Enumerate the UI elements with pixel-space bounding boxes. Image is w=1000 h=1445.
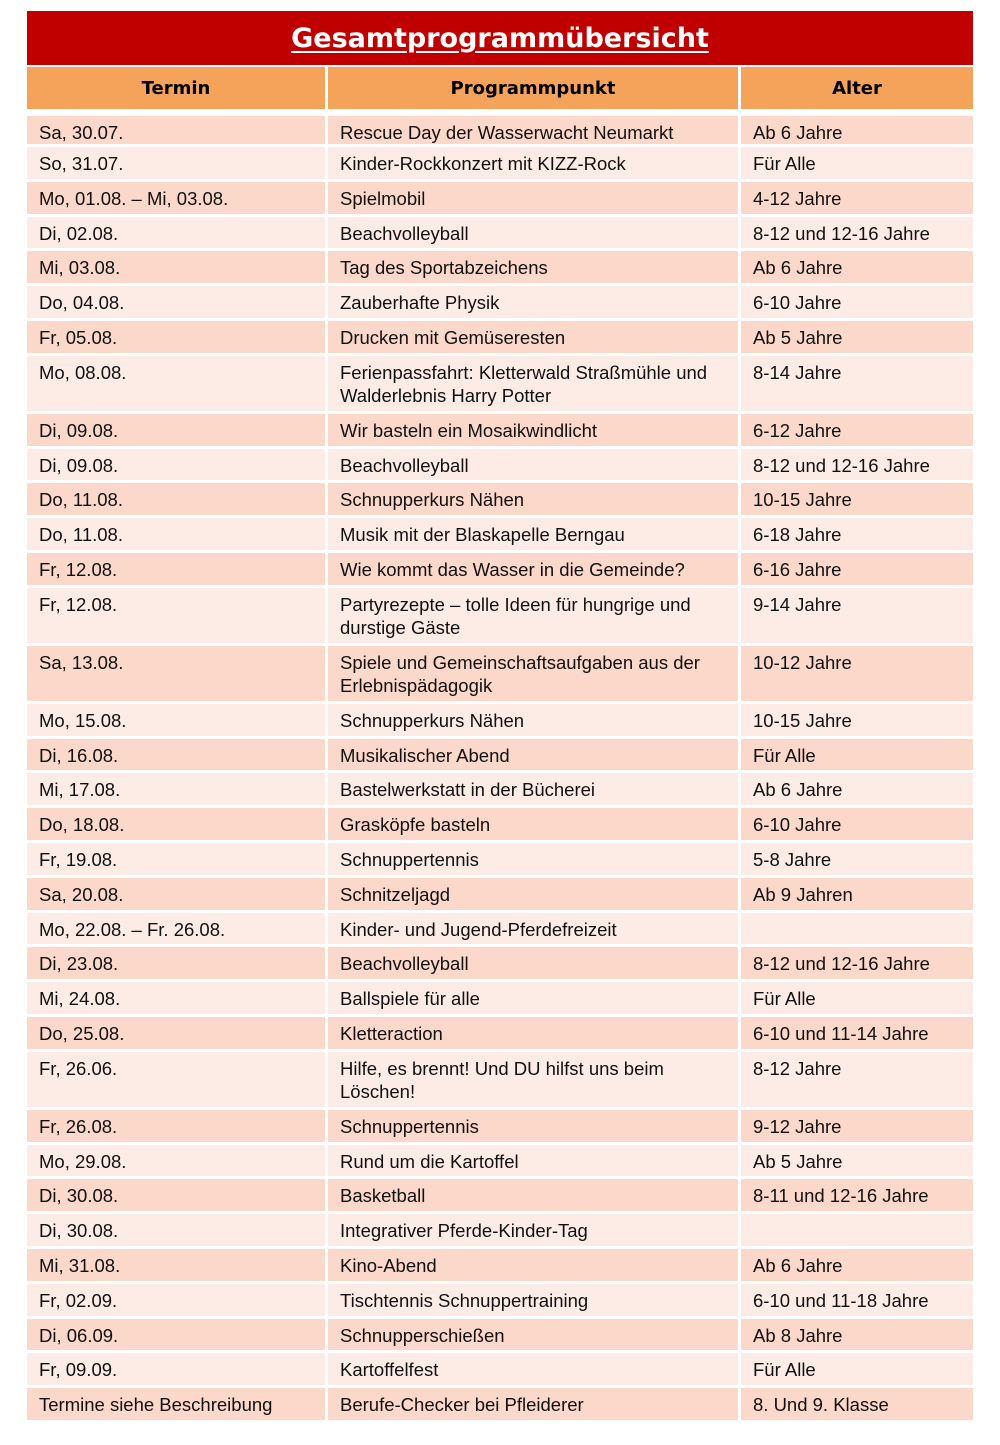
table-row xyxy=(27,982,973,1017)
cell-programmpunkt: Wir basteln ein Mosaikwindlicht xyxy=(328,414,741,449)
cell-programmpunkt: Musikalischer Abend xyxy=(328,739,741,774)
cell-programmpunkt: Kletteraction xyxy=(328,1017,741,1052)
cell-alter: 6-18 Jahre xyxy=(741,518,973,553)
program-table xyxy=(27,65,973,1423)
cell-alter: Ab 9 Jahren xyxy=(741,878,973,913)
cell-termin: Mo, 29.08. xyxy=(27,1145,328,1180)
cell-termin: Do, 18.08. xyxy=(27,808,328,843)
cell-programmpunkt: Schnupperschießen xyxy=(328,1319,741,1354)
cell-programmpunkt: Bastelwerkstatt in der Bücherei xyxy=(328,773,741,808)
cell-programmpunkt: Ballspiele für alle xyxy=(328,982,741,1017)
table-row xyxy=(27,808,973,843)
table-row xyxy=(27,1249,973,1284)
cell-termin: Sa, 30.07. xyxy=(27,112,328,147)
table-row xyxy=(27,251,973,286)
cell-termin: Mi, 31.08. xyxy=(27,1249,328,1284)
cell-termin: Mo, 08.08. xyxy=(27,356,328,414)
table-row xyxy=(27,739,973,774)
cell-alter: 8-11 und 12-16 Jahre xyxy=(741,1179,973,1214)
cell-alter: 6-10 Jahre xyxy=(741,808,973,843)
table-row xyxy=(27,773,973,808)
program-overview xyxy=(27,11,973,1423)
table-row xyxy=(27,483,973,518)
cell-programmpunkt: Tischtennis Schnuppertraining xyxy=(328,1284,741,1319)
cell-termin: Do, 11.08. xyxy=(27,483,328,518)
cell-alter: Ab 8 Jahre xyxy=(741,1319,973,1354)
cell-programmpunkt: Spiele und Gemeinschaftsaufgaben aus der Erlebnispädagogik xyxy=(328,646,741,704)
cell-termin: Fr, 19.08. xyxy=(27,843,328,878)
cell-programmpunkt: Rund um die Kartoffel xyxy=(328,1145,741,1180)
cell-programmpunkt: Drucken mit Gemüseresten xyxy=(328,321,741,356)
cell-termin: Fr, 09.09. xyxy=(27,1353,328,1388)
cell-programmpunkt: Kinder-Rockkonzert mit KIZZ-Rock xyxy=(328,147,741,182)
cell-alter: Ab 6 Jahre xyxy=(741,251,973,286)
cell-programmpunkt: Berufe-Checker bei Pfleiderer xyxy=(328,1388,741,1423)
cell-alter: 8-12 Jahre xyxy=(741,1052,973,1110)
cell-programmpunkt: Rescue Day der Wasserwacht Neumarkt xyxy=(328,112,741,147)
cell-alter: Für Alle xyxy=(741,739,973,774)
cell-programmpunkt: Basketball xyxy=(328,1179,741,1214)
cell-alter: 8-14 Jahre xyxy=(741,356,973,414)
cell-programmpunkt: Beachvolleyball xyxy=(328,947,741,982)
header-alter: Alter xyxy=(741,65,973,112)
table-row xyxy=(27,182,973,217)
cell-programmpunkt: Schnupperkurs Nähen xyxy=(328,483,741,518)
cell-programmpunkt: Kartoffelfest xyxy=(328,1353,741,1388)
cell-termin: Di, 09.08. xyxy=(27,414,328,449)
table-row xyxy=(27,1145,973,1180)
cell-alter: Für Alle xyxy=(741,1353,973,1388)
cell-programmpunkt: Musik mit der Blaskapelle Berngau xyxy=(328,518,741,553)
cell-alter: 5-8 Jahre xyxy=(741,843,973,878)
table-row xyxy=(27,286,973,321)
table-row xyxy=(27,913,973,948)
cell-alter: Für Alle xyxy=(741,147,973,182)
cell-programmpunkt: Hilfe, es brennt! Und DU hilfst uns beim Löschen! xyxy=(328,1052,741,1110)
table-row xyxy=(27,646,973,704)
table-row xyxy=(27,553,973,588)
cell-termin: Sa, 13.08. xyxy=(27,646,328,704)
table-row xyxy=(27,1110,973,1145)
cell-programmpunkt: Schnuppertennis xyxy=(328,843,741,878)
table-row xyxy=(27,843,973,878)
cell-termin: Mi, 17.08. xyxy=(27,773,328,808)
cell-alter: 8-12 und 12-16 Jahre xyxy=(741,947,973,982)
cell-termin: Di, 16.08. xyxy=(27,739,328,774)
cell-alter: 4-12 Jahre xyxy=(741,182,973,217)
cell-alter: 6-10 und 11-14 Jahre xyxy=(741,1017,973,1052)
table-row xyxy=(27,1052,973,1110)
cell-termin: Mo, 01.08. – Mi, 03.08. xyxy=(27,182,328,217)
table-row xyxy=(27,217,973,252)
cell-programmpunkt: Partyrezepte – tolle Ideen für hungrige und durstige Gäste xyxy=(328,588,741,646)
cell-programmpunkt: Schnitzeljagd xyxy=(328,878,741,913)
table-row xyxy=(27,321,973,356)
cell-alter: 8. Und 9. Klasse xyxy=(741,1388,973,1423)
table-header-row xyxy=(27,65,973,112)
cell-programmpunkt: Wie kommt das Wasser in die Gemeinde? xyxy=(328,553,741,588)
cell-programmpunkt: Schnupperkurs Nähen xyxy=(328,704,741,739)
cell-termin: Sa, 20.08. xyxy=(27,878,328,913)
cell-termin: Mo, 15.08. xyxy=(27,704,328,739)
cell-alter: 6-10 und 11-18 Jahre xyxy=(741,1284,973,1319)
table-row xyxy=(27,518,973,553)
table-row xyxy=(27,414,973,449)
cell-alter: 8-12 und 12-16 Jahre xyxy=(741,217,973,252)
cell-termin: Fr, 02.09. xyxy=(27,1284,328,1319)
cell-termin: Termine siehe Beschreibung xyxy=(27,1388,328,1423)
cell-alter: Für Alle xyxy=(741,982,973,1017)
cell-termin: Di, 09.08. xyxy=(27,449,328,484)
table-row xyxy=(27,878,973,913)
table-row xyxy=(27,147,973,182)
table-row xyxy=(27,1214,973,1249)
cell-alter: 10-15 Jahre xyxy=(741,704,973,739)
cell-alter: Ab 6 Jahre xyxy=(741,112,973,147)
cell-termin: Do, 04.08. xyxy=(27,286,328,321)
title-bar xyxy=(27,11,973,65)
cell-alter: Ab 6 Jahre xyxy=(741,773,973,808)
table-row xyxy=(27,1017,973,1052)
cell-alter: Ab 6 Jahre xyxy=(741,1249,973,1284)
table-row xyxy=(27,449,973,484)
cell-programmpunkt: Beachvolleyball xyxy=(328,217,741,252)
cell-termin: Mo, 22.08. – Fr. 26.08. xyxy=(27,913,328,948)
table-row xyxy=(27,356,973,414)
cell-termin: Fr, 26.08. xyxy=(27,1110,328,1145)
cell-programmpunkt: Kino-Abend xyxy=(328,1249,741,1284)
cell-programmpunkt: Beachvolleyball xyxy=(328,449,741,484)
table-row xyxy=(27,1319,973,1354)
cell-termin: Mi, 03.08. xyxy=(27,251,328,286)
cell-alter: 8-12 und 12-16 Jahre xyxy=(741,449,973,484)
table-row xyxy=(27,1284,973,1319)
table-row xyxy=(27,1179,973,1214)
cell-termin: Mi, 24.08. xyxy=(27,982,328,1017)
cell-termin: Di, 30.08. xyxy=(27,1214,328,1249)
cell-alter xyxy=(741,1214,973,1249)
cell-termin: Fr, 12.08. xyxy=(27,553,328,588)
cell-termin: So, 31.07. xyxy=(27,147,328,182)
cell-programmpunkt: Schnuppertennis xyxy=(328,1110,741,1145)
cell-alter: Ab 5 Jahre xyxy=(741,1145,973,1180)
cell-alter: Ab 5 Jahre xyxy=(741,321,973,356)
cell-termin: Do, 11.08. xyxy=(27,518,328,553)
cell-alter: 6-10 Jahre xyxy=(741,286,973,321)
cell-alter: 6-12 Jahre xyxy=(741,414,973,449)
page-title: Gesamtprogrammübersicht xyxy=(291,22,709,54)
header-programmpunkt: Programmpunkt xyxy=(328,65,741,112)
cell-termin: Fr, 05.08. xyxy=(27,321,328,356)
cell-termin: Di, 23.08. xyxy=(27,947,328,982)
cell-programmpunkt: Kinder- und Jugend-Pferdefreizeit xyxy=(328,913,741,948)
cell-termin: Fr, 12.08. xyxy=(27,588,328,646)
cell-programmpunkt: Zauberhafte Physik xyxy=(328,286,741,321)
table-row xyxy=(27,588,973,646)
cell-termin: Di, 02.08. xyxy=(27,217,328,252)
cell-programmpunkt: Tag des Sportabzeichens xyxy=(328,251,741,286)
cell-programmpunkt: Grasköpfe basteln xyxy=(328,808,741,843)
table-row xyxy=(27,1353,973,1388)
cell-alter: 10-15 Jahre xyxy=(741,483,973,518)
cell-programmpunkt: Integrativer Pferde-Kinder-Tag xyxy=(328,1214,741,1249)
cell-programmpunkt: Spielmobil xyxy=(328,182,741,217)
header-termin: Termin xyxy=(27,65,328,112)
cell-termin: Di, 06.09. xyxy=(27,1319,328,1354)
cell-alter: 9-12 Jahre xyxy=(741,1110,973,1145)
cell-alter: 10-12 Jahre xyxy=(741,646,973,704)
cell-alter: 6-16 Jahre xyxy=(741,553,973,588)
cell-termin: Fr, 26.06. xyxy=(27,1052,328,1110)
cell-termin: Do, 25.08. xyxy=(27,1017,328,1052)
table-row xyxy=(27,112,973,147)
cell-termin: Di, 30.08. xyxy=(27,1179,328,1214)
table-row xyxy=(27,704,973,739)
cell-programmpunkt: Ferienpassfahrt: Kletterwald Straßmühle und Walderlebnis Harry Potter xyxy=(328,356,741,414)
cell-alter xyxy=(741,913,973,948)
table-row xyxy=(27,1388,973,1423)
cell-alter: 9-14 Jahre xyxy=(741,588,973,646)
table-row xyxy=(27,947,973,982)
